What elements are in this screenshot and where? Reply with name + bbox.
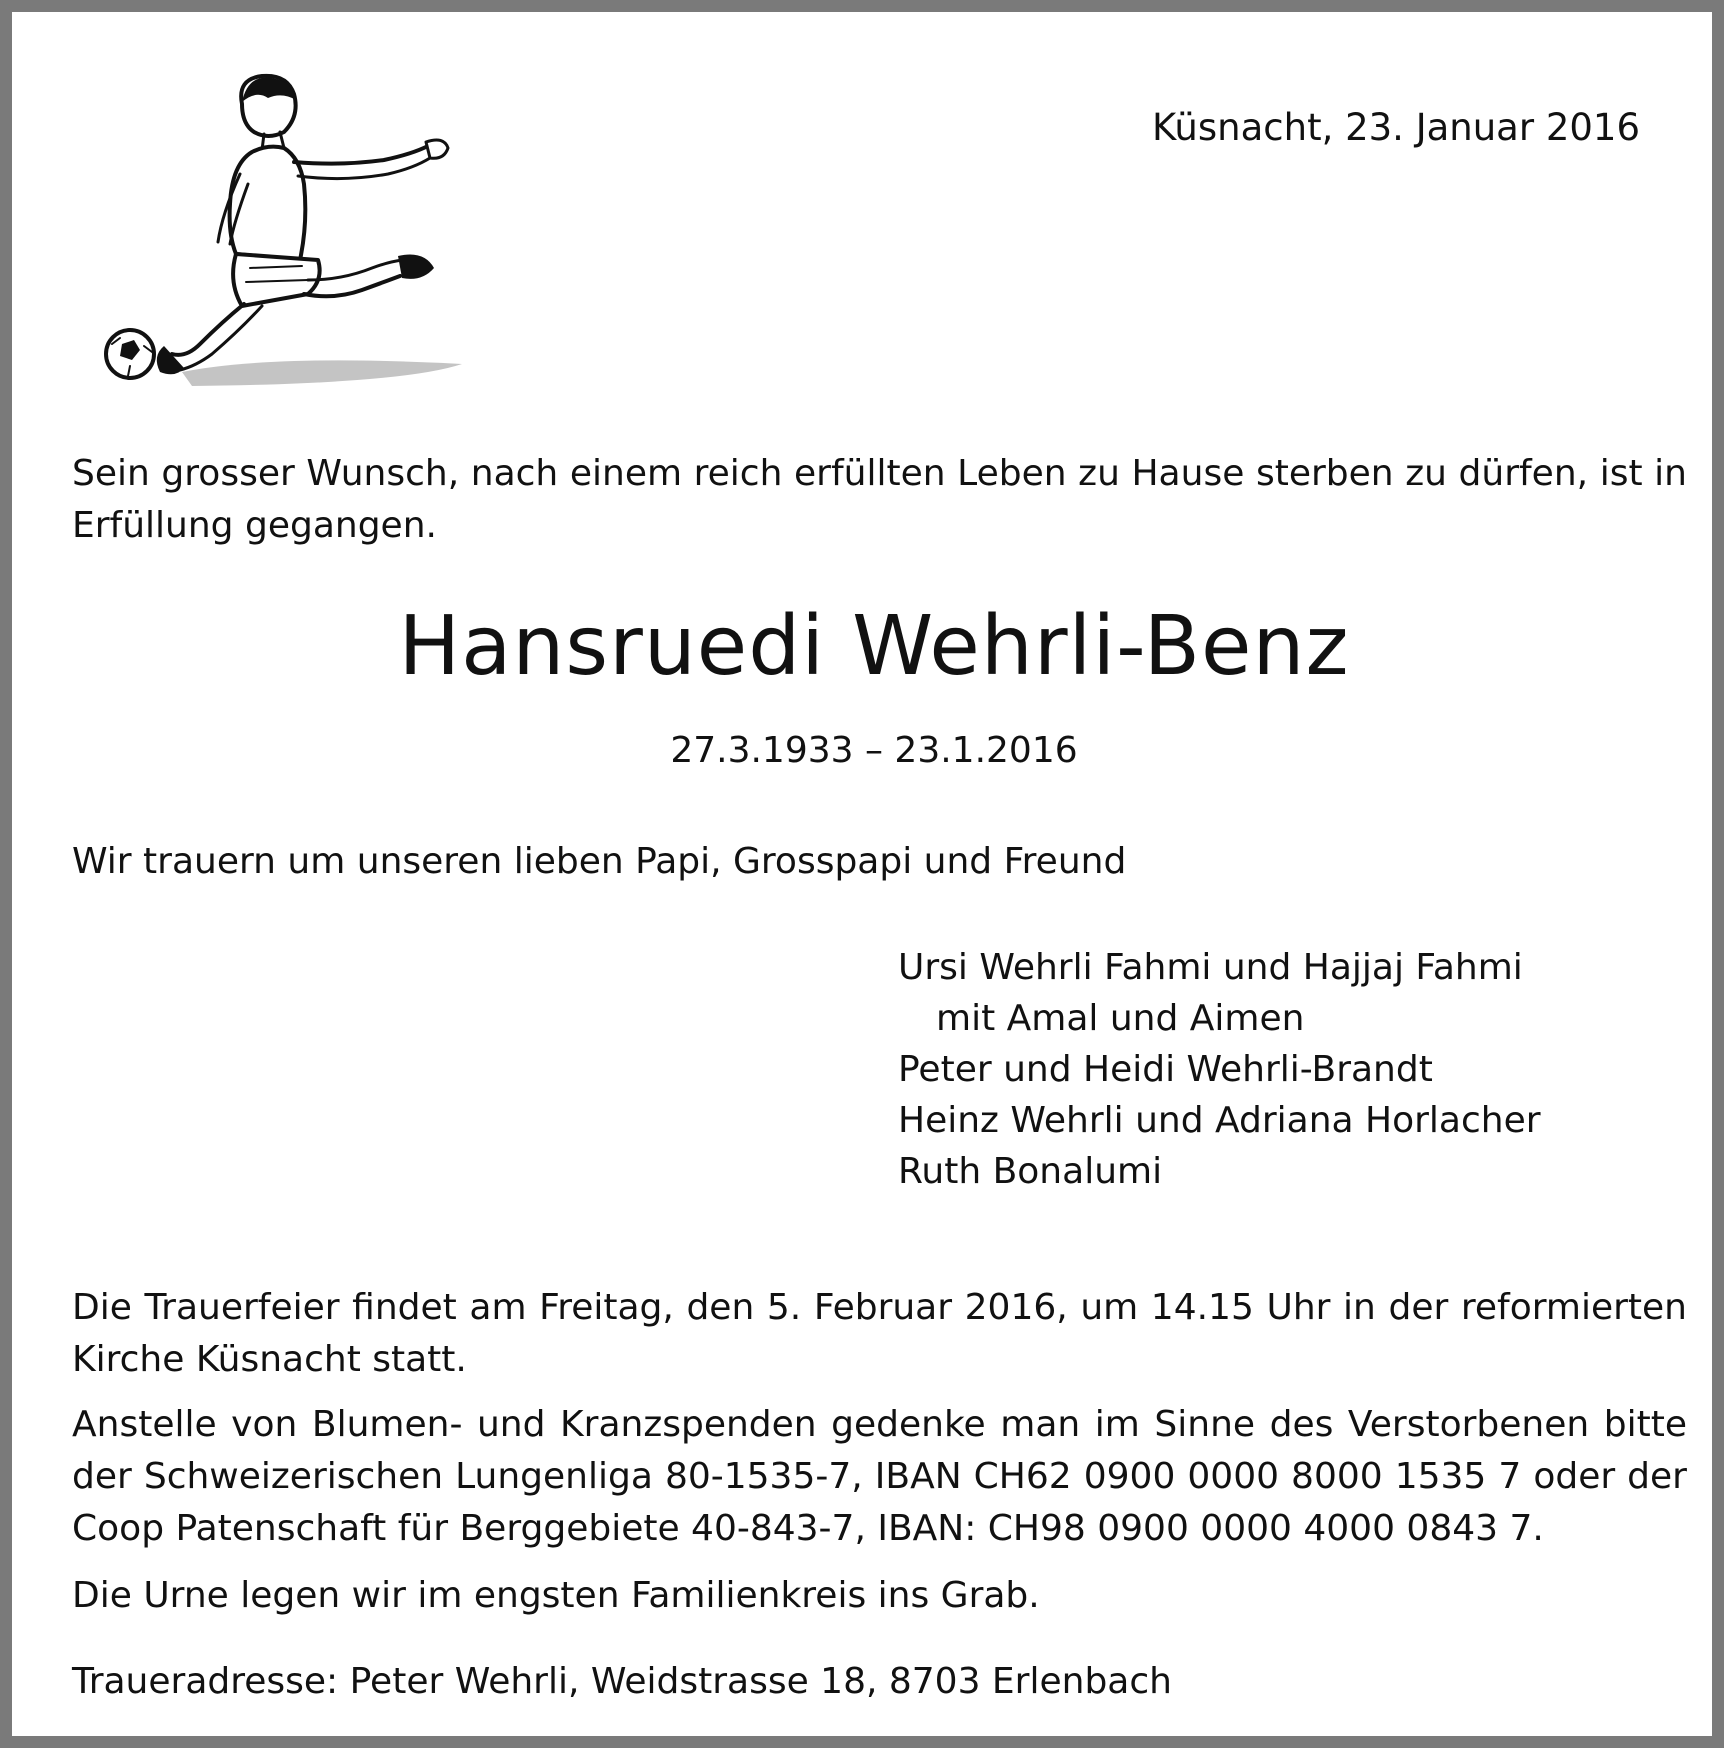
family-member: Peter und Heidi Wehrli-Brandt <box>898 1049 1433 1090</box>
mourning-line: Wir trauern um unseren lieben Papi, Grosspapi und Freund <box>72 841 1127 882</box>
family-member: mit Amal und Aimen <box>936 998 1305 1039</box>
intro-text: Sein grosser Wunsch, nach einem reich erfüllten Leben zu Hause sterben zu dürfen, ist in Erfüllung gegangen. <box>72 453 1687 546</box>
soccer-player-icon <box>72 54 472 414</box>
family-list <box>898 942 1541 1197</box>
family-member: Ruth Bonalumi <box>898 1151 1163 1192</box>
notice-body <box>24 24 1700 1724</box>
ceremony-text: Die Trauerfeier findet am Freitag, den 5. Februar 2016, um 14.15 Uhr in der reformierten Kirche Küsnacht statt. <box>72 1287 1687 1380</box>
family-member: Ursi Wehrli Fahmi und Hajjaj Fahmi <box>898 947 1523 988</box>
life-dates: 27.3.1933 – 23.1.2016 <box>670 730 1078 771</box>
mourning-address: Traueradresse: Peter Wehrli, Weidstrasse 18, 8703 Erlenbach <box>72 1661 1172 1702</box>
place-date: Küsnacht, 23. Januar 2016 <box>1152 106 1640 149</box>
family-member: Heinz Wehrli und Adriana Horlacher <box>898 1100 1541 1141</box>
urn-text: Die Urne legen wir im engsten Familienkreis ins Grab. <box>72 1575 1040 1616</box>
donations-text: Anstelle von Blumen- und Kranzspenden gedenke man im Sinne des Verstorbenen bitte der Schweizerischen Lungenliga 80-1535-7, IBAN CH62 0900 0000 8000 1535 7 oder der Coop Patenschaft für Berggebiete 40-843-7, IBAN: CH98 0900 0000 4000 0843 7. <box>72 1404 1687 1549</box>
deceased-name: Hansruedi Wehrli-Benz <box>398 599 1350 694</box>
